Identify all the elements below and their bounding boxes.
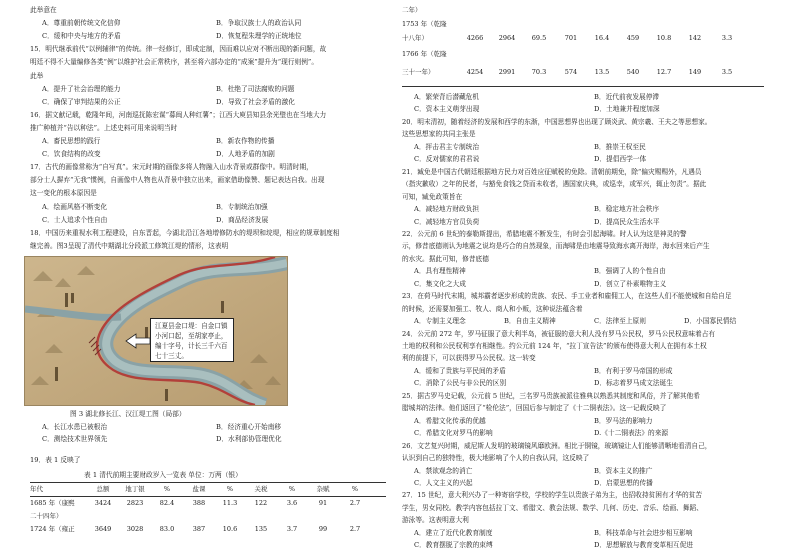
answer-option: A．希腊文化传承的优越 — [414, 416, 486, 425]
table1-header-cell: 总额 — [96, 485, 110, 493]
table1-cell — [278, 510, 306, 523]
answer-option: D．启蒙思想的传播 — [594, 478, 653, 487]
answer-option: D．土地兼并程度加深 — [594, 105, 660, 114]
text-line: 23．在荷马时代末期，城邦霸者逐步形成的贵族、农民、手工业者和雇佣工人，在这些人们不能使城和自给自足 — [402, 292, 732, 301]
answer-option: C．饮食结构的改变 — [42, 150, 101, 159]
table1-cell: 3.6 — [286, 499, 298, 507]
answer-option: A．绘画风格不断变化 — [42, 202, 108, 211]
table1-cell: 387 — [192, 525, 206, 533]
table2-cell: 十八年） — [402, 34, 428, 42]
answer-option: A．专制主义理念 — [414, 317, 466, 326]
table1-header-cell: % — [226, 485, 234, 493]
map-callout-note: 江夏县金口堤：自金口镇小河口起，至胡家亭止，编十字号，计长三千六百七十三丈。 — [150, 318, 234, 362]
text-line: 这些思想家的共同主张是 — [402, 130, 476, 139]
answer-option: B．有利于罗马帝国的形成 — [594, 366, 673, 375]
answer-option: A．禁欲观念的消亡 — [414, 466, 473, 475]
text-line: 20．明末清初，随着经济的发展和西学的东渐，中国思想界也出现了顾炎武、黄宗羲、王夫之等思想家。 — [402, 117, 712, 126]
text-line: 的时候，还需要加强工、牧人、商人和小贩，这种说法蕴含着 — [402, 304, 583, 313]
answer-option: B．自由主义精神 — [504, 317, 556, 326]
text-line: 此举 — [30, 71, 44, 80]
answer-option: A．繁荣背后潜藏危机 — [414, 93, 480, 101]
table2-cell: 13.5 — [594, 68, 610, 76]
answer-option: D．恢复程朱理学的正统地位 — [216, 32, 302, 41]
answer-option: D．小国寡民情结 — [684, 317, 737, 326]
text-line: 24．公元前 272 年，罗马征服了意大利半岛，被征服的意大利人没有罗马公民权，罗马公民权意味着占有 — [402, 329, 716, 338]
answer-option: D.《十二铜表法》的来源 — [594, 429, 669, 438]
table1-header-cell: 地丁银 — [125, 485, 145, 493]
answer-option: C．教育摆脱了宗教的束缚 — [414, 541, 493, 550]
answer-option: D．提高民众生活水平 — [594, 217, 660, 226]
table2-cell: 3.5 — [721, 68, 733, 76]
answer-option: B．资本主义的推广 — [594, 466, 653, 475]
text-line: 推广种植并“告以种法”。上述史料可用来说明当时 — [30, 123, 178, 132]
text-line: 可知，臧免政策旨在 — [402, 192, 463, 201]
text-line: 明廷不得不大量编修各类“例”以维护社会正常秩序，甚至将六部办定的“成案”提升为“现行则例”。 — [30, 58, 319, 67]
text-line: 22．公元前 6 世纪的泰勒斯提出，希腊地震不断发生，有时会引起海啸。时人认为这是神灵的警 — [402, 229, 687, 238]
table2-cell: 3.3 — [721, 34, 733, 42]
table2-cell: 4254 — [466, 68, 484, 76]
table1-cell — [182, 510, 216, 523]
answer-option: D．创立了朴素唯物主义 — [594, 279, 667, 288]
answer-option: D．人地矛盾的加剧 — [216, 150, 275, 159]
table2-cell: 574 — [564, 68, 578, 76]
answer-option: A．长江水患已被根治 — [42, 423, 108, 431]
answer-option: C．士人追求个性自由 — [42, 215, 108, 224]
text-line: 土地的权利和公民权利享有相继性。约公元前 124 年，“拉丁宣告法”的颁布使得意大利人在拥有本土权 — [402, 342, 707, 350]
answer-option: B．专制统治加强 — [216, 202, 268, 211]
answer-option: B．近代前夜发展停滞 — [594, 93, 660, 101]
text-line: 利的前提下，可以获得罗马公民权。这一转变 — [402, 354, 536, 363]
table1-cell: 3649 — [94, 525, 112, 533]
table1-cell — [244, 510, 278, 523]
answer-option: D．导致了社会矛盾的激化 — [216, 97, 295, 106]
table1-cell: 135 — [254, 525, 268, 533]
answer-option: A．具有理性精神 — [414, 267, 466, 276]
text-line: 学生，男女同校。教学内容包括拉丁文、希腊文、教会法规、数学、几何、历史、音乐、绘画、舞蹈、 — [402, 503, 703, 512]
answer-option: B．经济重心开始南移 — [216, 423, 282, 431]
table1-header-cell: 年代 — [30, 485, 43, 493]
table2-cell: 540 — [626, 68, 640, 76]
table1-cell: 1685 年（康熙 — [30, 499, 75, 507]
answer-option: C．资本主义萌芽出现 — [414, 105, 480, 114]
table1-cell: 10.6 — [222, 525, 238, 533]
table1-cell: 二十四年） — [30, 512, 63, 520]
answer-option: D．商品经济发展 — [216, 215, 269, 224]
answer-option: B．稳定地方社会秩序 — [594, 205, 660, 214]
answer-option: B．强调了人的个性自由 — [594, 267, 666, 276]
table2-cell: 701 — [564, 34, 578, 42]
table1-header-cell: 杂赋 — [316, 485, 330, 493]
table1-header-cell: % — [288, 485, 296, 493]
table2-cell: 2991 — [498, 68, 516, 76]
answer-option: A．减轻地方财政负担 — [414, 205, 480, 214]
right-column — [402, 0, 774, 560]
question-19: 19．表 1 反映了 — [30, 456, 81, 464]
text-line: 示，修昔底德则认为地震之说均是巧合的自然现象，而海啸是由地震导致海水离开海岸，海水回来后产生 — [402, 242, 710, 251]
text-line: 17．古代的画像常称为“自写真”。宋元时期的画像多将人物融入山水背景或群像中。明清时期， — [30, 163, 313, 172]
answer-option: A．提升了社会治理的能力 — [42, 84, 121, 93]
answer-option: B．罗马法的影响力 — [594, 416, 653, 425]
answer-option: B．争取汉族士人的政治认同 — [216, 19, 302, 28]
table2-cell: 142 — [688, 34, 702, 42]
answer-option: B．科技革命与社会进步相互影响 — [594, 528, 693, 537]
table1-cell: 91 — [318, 499, 328, 507]
text-line: 这一变化的根本原因是 — [30, 189, 97, 198]
text-line: 25．据古罗马史记载，公元前 5 世纪，三名罗马贵族被派往雅典以熟悉其制度和风俗，并了解其他希 — [402, 391, 700, 400]
table1-cell: 2.7 — [349, 499, 361, 507]
callout-arrow-icon — [124, 332, 152, 350]
answer-option: B．新农作物的传播 — [216, 137, 275, 145]
table2-cell: 69.5 — [531, 34, 547, 42]
table1-cell: 83.0 — [159, 525, 175, 533]
table1-cell: 3.7 — [286, 525, 298, 533]
answer-option: A．畜民思想的践行 — [42, 137, 101, 145]
answer-option: C．测绘技术世界领先 — [42, 435, 108, 443]
text-line: 部分士人摒弃“无我”惯例，自画像中人物也从背景中独立出来，画家借助像赞、题记表达自我。出现 — [30, 176, 325, 185]
table2-cell: 1753 年（乾隆 — [402, 20, 447, 28]
answer-option: C．确保了审判结果的公正 — [42, 97, 121, 106]
table1-cell — [306, 510, 340, 523]
table1-cell: 1724 年（雍正 — [30, 525, 75, 533]
answer-option: A．抨击君主专制统治 — [414, 142, 480, 151]
table2-cell: 459 — [626, 34, 640, 42]
table1-header-cell: 关税 — [254, 485, 268, 493]
text-line: 继完善。图3呈现了清代中期湖北分段派工修筑江堤的情形，这表明 — [30, 241, 229, 250]
table2-cell: 70.3 — [531, 68, 547, 76]
table2-cell: 三十一年） — [402, 68, 435, 76]
table2-cell: 二年） — [402, 6, 422, 14]
answer-option: A．建立了近代化教育制度 — [414, 528, 493, 537]
answer-option: C．人文主义的兴起 — [414, 478, 473, 487]
text-line: 15．明代继承前代“以例辅律”的传统。律一经修订，即成定制，因而难以应对不断出现的新问题，故 — [30, 45, 327, 54]
text-line: 26．文艺复兴时期，威尼斯人发明的玻璃镜风靡欧洲。相比于铜镜，玻璃镜让人们能够清晰地看清自己， — [402, 441, 712, 450]
text-line: （指灾歉收）之年的民者，与豁免食钱之贷而未收者，遇国家庆典，或巡幸，或军兴，辄止勿责”。据此 — [402, 180, 707, 189]
table1-title: 表 1 清代前期主要财政岁入一览表 单位：万两（银） — [84, 471, 242, 479]
text-line: 21．臧免是中国古代朝廷根据地方民力对百姓应征赋税的免除。清朝前期免，除“偏灾赐赐外，凡遇员 — [402, 167, 702, 176]
answer-option: C．反对儒家的君君说 — [414, 155, 480, 164]
text-line: 18．中国历来重视水利工程建设，自东晋起，今湖北沿江各地增修防水的堤坝和垸堤，相应的规章制度相 — [30, 228, 340, 237]
answer-option: A．缓和了贵族与平民间的矛盾 — [414, 366, 506, 375]
table2-cell: 12.7 — [656, 68, 672, 76]
table1-cell — [216, 510, 244, 523]
answer-option: C．希腊文化对罗马的影响 — [414, 429, 493, 438]
answer-option: C．减轻地方官员负荷 — [414, 217, 480, 226]
table1-header-row — [30, 483, 386, 496]
table1-cell — [88, 510, 118, 523]
answer-option: B．推崇王权至民 — [594, 142, 646, 151]
table1-cell: 11.3 — [222, 499, 238, 507]
text-line: 腊城邦的法律。他们返回了“检伦法”，回国后参与制定了《十二铜表法》。这一记载反映了 — [402, 404, 667, 413]
table1-header-cell: % — [351, 485, 359, 493]
answer-option: D．标志着罗马成文法诞生 — [594, 379, 673, 388]
answer-option: C．集文化之大成 — [414, 279, 466, 288]
answer-option: B．杜绝了司法腐败的问题 — [216, 84, 295, 93]
table1-header-cell: % — [163, 485, 171, 493]
text-line: 27．15 世纪，意大利兴办了一种寄宿学校，学校的学生以贵族子弟为主，也招收持贫困有才华的贫苦 — [402, 491, 703, 500]
table1-cell: 3028 — [126, 525, 144, 533]
table1-cell: 388 — [192, 499, 206, 507]
table2-cell: 1766 年（乾隆 — [402, 50, 447, 58]
table1-cell: 122 — [254, 499, 268, 507]
table2-cell: 2964 — [498, 34, 516, 42]
text-line: 此举意在 — [30, 6, 57, 14]
table1-cell: 82.4 — [159, 499, 175, 507]
table2-cell: 4266 — [466, 34, 484, 42]
table1-cell: 2.7 — [349, 525, 361, 533]
answer-option: C．消除了公民与非公民的区别 — [414, 379, 507, 388]
table1-cell — [152, 510, 182, 523]
text-line: 认识到自己的独特性，极大地影响了个人的自我认同，这反映了 — [402, 454, 590, 463]
table1-cell — [340, 510, 370, 523]
text-line: 16．据文献记载，乾隆年间，河南巡抚陈宏谋“募闽人种红薯”；江西大庾县知县余光璧也在当地大力 — [30, 110, 327, 119]
table2-cell: 10.8 — [656, 34, 672, 42]
answer-option: C．法律至上原则 — [594, 317, 646, 326]
figure-caption: 图 3 湖北修长江、汉江堤工图（局部） — [70, 410, 186, 418]
answer-option: D．提倡西学一体 — [594, 155, 647, 164]
text-line: 的水灾。据此可知，修昔底德 — [402, 254, 489, 263]
table1-cell: 3424 — [94, 499, 112, 507]
table2-cell: 149 — [688, 68, 702, 76]
answer-option: D．思想解放与教育变革相互促进 — [594, 541, 693, 550]
answer-option: A．尊重前朝传统文化信仰 — [42, 19, 121, 28]
text-line: 游泳等。这表明意大利 — [402, 516, 469, 525]
answer-option: C．缓和中央与地方的矛盾 — [42, 32, 121, 41]
table1-header-cell: 盐课 — [192, 485, 206, 493]
answer-option: D．水利部协管理优化 — [216, 435, 282, 443]
table1-cell: 99 — [318, 525, 328, 533]
table1-cell — [118, 510, 152, 523]
table1-cell: 2823 — [126, 499, 144, 507]
table2-cell: 16.4 — [594, 34, 610, 42]
